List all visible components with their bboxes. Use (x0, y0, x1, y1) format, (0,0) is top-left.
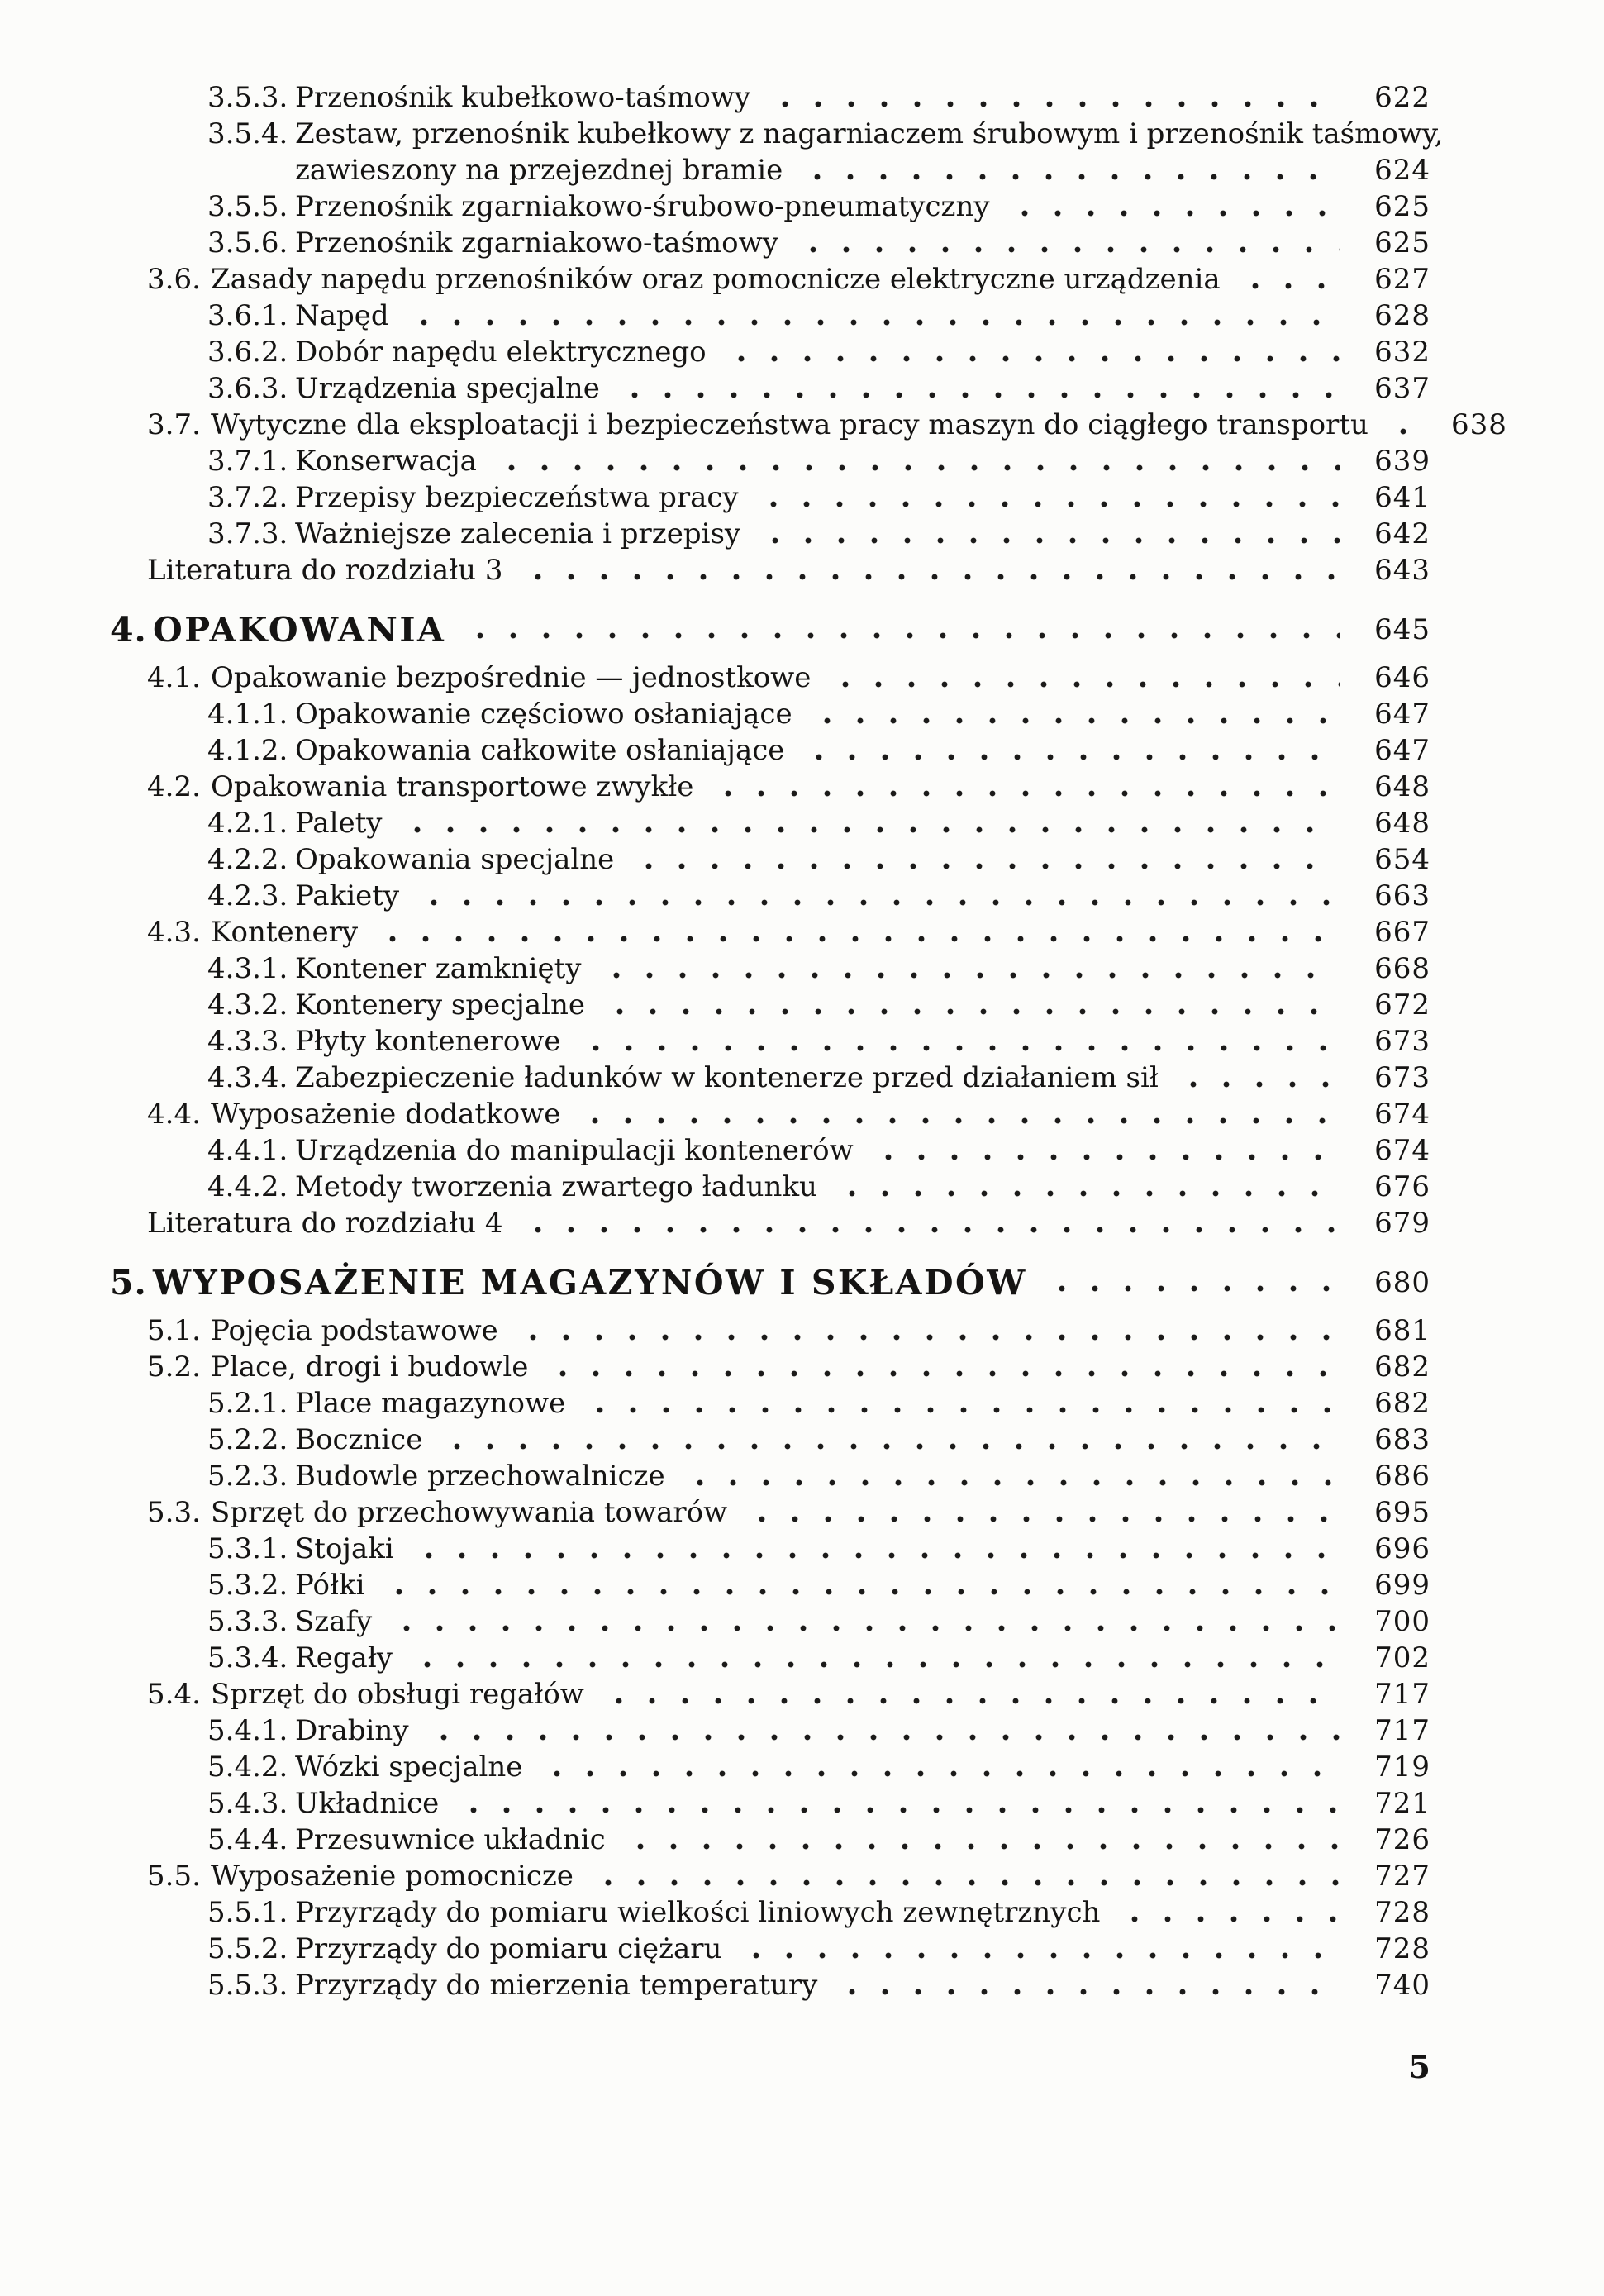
entry-page: 674 (1374, 1098, 1430, 1131)
entry-number: 5.3.2. (207, 1569, 288, 1602)
entry-title: Budowle przechowalnicze (295, 1460, 665, 1493)
entry-page: 702 (1374, 1641, 1430, 1674)
entry-page: 624 (1374, 154, 1430, 187)
entry-title: Kontener zamknięty (295, 952, 582, 985)
toc-entry (110, 225, 1430, 261)
entry-page: 680 (1374, 1266, 1430, 1299)
dot-leader (708, 789, 1340, 798)
entry-page: 642 (1374, 517, 1430, 550)
dot-leader (373, 935, 1340, 943)
entry-title: Przenośnik zgarniakowo-śrubowo-pneumatyczny (295, 190, 990, 223)
entry-title: Przenośnik kubełkowo-taśmowy (295, 81, 751, 114)
entry-number: 4.3. (147, 916, 201, 949)
toc-entry (110, 552, 1430, 588)
entry-title: Napęd (295, 299, 389, 332)
toc-entry (110, 1205, 1430, 1241)
entry-page: 721 (1374, 1787, 1430, 1820)
dot-leader (537, 1770, 1340, 1778)
entry-page: 673 (1374, 1025, 1430, 1058)
toc-entry (110, 914, 1430, 950)
toc-entry (110, 1169, 1430, 1205)
toc-entry (110, 987, 1430, 1023)
toc-entry (110, 1349, 1430, 1385)
toc-entry (110, 443, 1430, 479)
entry-title: OPAKOWANIA (153, 610, 446, 650)
toc-entry (110, 950, 1430, 987)
dot-leader (575, 1117, 1340, 1125)
toc-entry (110, 1422, 1430, 1458)
dot-leader (755, 536, 1340, 545)
dot-leader (793, 245, 1340, 254)
entry-number: 5.5.2. (207, 1932, 288, 1965)
toc-entry (110, 1132, 1430, 1169)
dot-leader (600, 1007, 1340, 1016)
entry-number: 5.3.1. (207, 1532, 288, 1565)
dot-leader (621, 1842, 1340, 1851)
dot-leader (797, 173, 1340, 181)
entry-number: 4.2.2. (207, 843, 288, 876)
entry-number: 5.2.3. (207, 1460, 288, 1493)
entry-number: 3.5.4. (207, 117, 288, 150)
dot-leader (629, 862, 1340, 870)
entry-title: Przenośnik zgarniakowo-taśmowy (295, 226, 778, 260)
entry-number: 3.6. (147, 263, 201, 296)
entry-title: Przesuwnice układnic (295, 1823, 606, 1856)
entry-title: zawieszony na przejezdnej bramie (295, 154, 783, 187)
dot-leader (1005, 209, 1340, 217)
entry-title: WYPOSAŻENIE MAGAZYNÓW I SKŁADÓW (153, 1263, 1027, 1303)
entry-page: 717 (1374, 1714, 1430, 1747)
dot-leader (1173, 1080, 1340, 1088)
dot-leader (826, 680, 1340, 688)
entry-title: Zabezpieczenie ładunków w kontenerze przed działaniem sił (295, 1061, 1159, 1094)
entry-title: Opakowanie częściowo osłaniające (295, 698, 792, 731)
entry-title: Opakowania całkowite osłaniające (295, 734, 785, 767)
entry-page: 728 (1374, 1896, 1430, 1929)
toc-entry (110, 152, 1430, 188)
dot-leader (1042, 1284, 1340, 1293)
entry-page: 679 (1374, 1207, 1430, 1240)
entry-number: 4.3.2. (207, 988, 288, 1022)
table-of-contents (110, 79, 1507, 2003)
entry-page: 683 (1374, 1423, 1430, 1456)
entry-page: 639 (1374, 445, 1430, 478)
entry-page: 646 (1374, 661, 1430, 694)
entry-title: Konserwacja (295, 445, 477, 478)
dot-leader (832, 1988, 1340, 1996)
dot-leader (742, 1515, 1340, 1523)
entry-page: 627 (1374, 263, 1430, 296)
entry-page: 676 (1374, 1170, 1430, 1203)
toc-entry (110, 1640, 1430, 1676)
dot-leader (721, 355, 1340, 363)
entry-title: Place, drogi i budowle (211, 1350, 529, 1384)
entry-title: Literatura do rozdziału 4 (147, 1207, 503, 1240)
dot-leader (518, 573, 1340, 581)
entry-page: 663 (1374, 879, 1430, 912)
dot-leader (807, 717, 1340, 725)
toc-entry (110, 1060, 1430, 1096)
entry-title: Metody tworzenia zwartego ładunku (295, 1170, 817, 1203)
toc-entry (110, 370, 1430, 407)
toc-entry (110, 79, 1430, 116)
entry-title: Przyrządy do mierzenia temperatury (295, 1969, 818, 2002)
toc-entry (110, 1785, 1430, 1822)
toc-entry (110, 261, 1430, 298)
entry-page: 740 (1374, 1969, 1430, 2002)
entry-number: 5.4.3. (207, 1787, 288, 1820)
entry-number: 5.1. (147, 1314, 201, 1347)
entry-title: Opakowania transportowe zwykłe (211, 770, 694, 803)
dot-leader (1383, 427, 1416, 436)
dot-leader (407, 1660, 1340, 1669)
toc-entry (110, 1567, 1430, 1603)
entry-title: Opakowania specjalne (295, 843, 615, 876)
entry-page: 686 (1374, 1460, 1430, 1493)
entry-title: Wózki specjalne (295, 1751, 523, 1784)
entry-page: 728 (1374, 1932, 1430, 1965)
toc-entry (110, 612, 1430, 648)
entry-number: 3.7.2. (207, 481, 288, 514)
dot-leader (513, 1333, 1340, 1341)
entry-title: Sprzęt do obsługi regałów (211, 1678, 584, 1711)
toc-entry (110, 334, 1430, 370)
toc-entry (110, 878, 1430, 914)
entry-number: 3.5.3. (207, 81, 288, 114)
entry-page: 695 (1374, 1496, 1430, 1529)
entry-title: Urządzenia specjalne (295, 372, 600, 405)
dot-leader (379, 1588, 1340, 1596)
toc-entry (110, 479, 1430, 516)
entry-title: Zasady napędu przenośników oraz pomocnicze elektryczne urządzenia (211, 263, 1221, 296)
dot-leader (832, 1189, 1340, 1198)
entry-page: 648 (1374, 770, 1430, 803)
dot-leader (414, 898, 1340, 907)
entry-number: 4.2. (147, 770, 201, 803)
toc-entry (110, 1676, 1430, 1712)
toc-entry (110, 298, 1430, 334)
entry-page: 645 (1374, 613, 1430, 646)
entry-page: 699 (1374, 1569, 1430, 1602)
dot-leader (869, 1153, 1340, 1161)
dot-leader (599, 1697, 1340, 1705)
toc-entry (110, 1931, 1430, 1967)
entry-number: 4.1. (147, 661, 201, 694)
toc-entry (110, 732, 1430, 769)
entry-page: 647 (1374, 734, 1430, 767)
entry-title: Pakiety (295, 879, 400, 912)
toc-entry (110, 1603, 1430, 1640)
entry-page: 647 (1374, 698, 1430, 731)
entry-title: Układnice (295, 1787, 440, 1820)
entry-number: 5. (110, 1263, 147, 1303)
entry-title: Stojaki (295, 1532, 394, 1565)
toc-entry (110, 1712, 1430, 1749)
entry-title: Literatura do rozdziału 3 (147, 554, 503, 587)
dot-leader (1235, 282, 1340, 290)
entry-page: 682 (1374, 1387, 1430, 1420)
entry-number: 3.5.6. (207, 226, 288, 260)
entry-title: Zestaw, przenośnik kubełkowy z nagarniaczem śrubowym i przenośnik taśmowy, (295, 117, 1444, 150)
dot-leader (543, 1370, 1340, 1378)
entry-number: 5.3.4. (207, 1641, 288, 1674)
entry-number: 5.4. (147, 1678, 201, 1711)
toc-entry (110, 1458, 1430, 1494)
entry-title: Kontenery (211, 916, 359, 949)
entry-number: 4.1.1. (207, 698, 288, 731)
toc-entry (110, 1494, 1430, 1531)
entry-number: 4. (110, 610, 147, 650)
toc-entry (110, 1385, 1430, 1422)
dot-leader (799, 753, 1340, 761)
dot-leader (437, 1442, 1340, 1450)
entry-number: 5.4.2. (207, 1751, 288, 1784)
entry-page: 637 (1374, 372, 1430, 405)
entry-number: 5.4.1. (207, 1714, 288, 1747)
dot-leader (754, 500, 1340, 508)
entry-number: 5.2. (147, 1350, 201, 1384)
toc-entry (110, 1312, 1430, 1349)
toc-entry (110, 1749, 1430, 1785)
page-number: 5 (1408, 2048, 1430, 2085)
dot-leader (460, 631, 1340, 640)
entry-page: 622 (1374, 81, 1430, 114)
toc-entry (110, 1096, 1430, 1132)
toc-entry (110, 660, 1430, 696)
dot-leader (492, 464, 1340, 472)
entry-number: 5.3.3. (207, 1605, 288, 1638)
entry-number: 5.5. (147, 1860, 201, 1893)
entry-number: 3.7.1. (207, 445, 288, 478)
dot-leader (409, 1551, 1340, 1560)
toc-entry (110, 1023, 1430, 1060)
entry-title: Kontenery specjalne (295, 988, 586, 1022)
toc-entry (110, 407, 1507, 443)
entry-number: 5.5.3. (207, 1969, 288, 2002)
entry-number: 3.5.5. (207, 190, 288, 223)
entry-number: 5.2.2. (207, 1423, 288, 1456)
entry-number: 4.3.1. (207, 952, 288, 985)
entry-title: Urządzenia do manipulacji kontenerów (295, 1134, 854, 1167)
entry-title: Półki (295, 1569, 365, 1602)
entry-number: 3.6.3. (207, 372, 288, 405)
toc-entry (110, 841, 1430, 878)
entry-number: 3.6.2. (207, 336, 288, 369)
entry-title: Wyposażenie pomocnicze (211, 1860, 574, 1893)
entry-title: Regały (295, 1641, 393, 1674)
entry-page: 632 (1374, 336, 1430, 369)
toc-entry (110, 516, 1430, 552)
entry-title: Wytyczne dla eksploatacji i bezpieczeństwa pracy maszyn do ciągłego transportu (211, 408, 1368, 441)
entry-title: Wyposażenie dodatkowe (211, 1098, 561, 1131)
entry-page: 674 (1374, 1134, 1430, 1167)
dot-leader (588, 1879, 1340, 1887)
entry-page: 648 (1374, 807, 1430, 840)
dot-leader (404, 318, 1340, 326)
entry-page: 668 (1374, 952, 1430, 985)
entry-page: 638 (1451, 408, 1507, 441)
entry-page: 667 (1374, 916, 1430, 949)
dot-leader (518, 1226, 1340, 1234)
entry-number: 5.4.4. (207, 1823, 288, 1856)
entry-number: 3.7. (147, 408, 201, 441)
entry-title: Szafy (295, 1605, 373, 1638)
entry-title: Płyty kontenerowe (295, 1025, 561, 1058)
entry-page: 672 (1374, 988, 1430, 1022)
entry-page: 641 (1374, 481, 1430, 514)
entry-page: 625 (1374, 226, 1430, 260)
toc-entry (110, 696, 1430, 732)
entry-title: Pojęcia podstawowe (211, 1314, 498, 1347)
entry-title: Palety (295, 807, 383, 840)
entry-number: 4.3.3. (207, 1025, 288, 1058)
toc-entry (110, 1822, 1430, 1858)
toc-entry (110, 1967, 1430, 2003)
entry-page: 696 (1374, 1532, 1430, 1565)
entry-title: Przepisy bezpieczeństwa pracy (295, 481, 739, 514)
entry-page: 628 (1374, 299, 1430, 332)
entry-number: 4.2.1. (207, 807, 288, 840)
dot-leader (680, 1479, 1340, 1487)
dot-leader (615, 391, 1340, 399)
dot-leader (454, 1806, 1340, 1814)
entry-page: 654 (1374, 843, 1430, 876)
toc-entry (110, 805, 1430, 841)
dot-leader (765, 100, 1340, 108)
entry-title: Drabiny (295, 1714, 409, 1747)
entry-page: 673 (1374, 1061, 1430, 1094)
entry-page: 719 (1374, 1751, 1430, 1784)
entry-page: 681 (1374, 1314, 1430, 1347)
dot-leader (576, 1044, 1340, 1052)
entry-title: Dobór napędu elektrycznego (295, 336, 707, 369)
entry-page: 682 (1374, 1350, 1430, 1384)
entry-title: Bocznice (295, 1423, 423, 1456)
dot-leader (580, 1406, 1340, 1414)
entry-number: 4.4. (147, 1098, 201, 1131)
toc-entry (110, 188, 1430, 225)
toc-entry (110, 1531, 1430, 1567)
entry-number: 5.2.1. (207, 1387, 288, 1420)
dot-leader (736, 1951, 1340, 1960)
toc-entry (110, 1858, 1430, 1894)
entry-title: Place magazynowe (295, 1387, 566, 1420)
entry-number: 5.5.1. (207, 1896, 288, 1929)
entry-number: 5.3. (147, 1496, 201, 1529)
entry-number: 4.3.4. (207, 1061, 288, 1094)
entry-title: Ważniejsze zalecenia i przepisy (295, 517, 741, 550)
entry-page: 727 (1374, 1860, 1430, 1893)
entry-page: 726 (1374, 1823, 1430, 1856)
toc-entry (110, 116, 1444, 152)
dot-leader (387, 1624, 1340, 1632)
entry-page: 700 (1374, 1605, 1430, 1638)
entry-page: 643 (1374, 554, 1430, 587)
dot-leader (424, 1733, 1340, 1741)
entry-title: Sprzęt do przechowywania towarów (211, 1496, 728, 1529)
entry-title: Opakowanie bezpośrednie — jednostkowe (211, 661, 812, 694)
entry-page: 717 (1374, 1678, 1430, 1711)
entry-number: 4.4.1. (207, 1134, 288, 1167)
dot-leader (397, 826, 1340, 834)
entry-number: 4.4.2. (207, 1170, 288, 1203)
entry-number: 4.1.2. (207, 734, 288, 767)
entry-title: Przyrządy do pomiaru wielkości liniowych zewnętrznych (295, 1896, 1101, 1929)
entry-page: 625 (1374, 190, 1430, 223)
entry-number: 3.7.3. (207, 517, 288, 550)
dot-leader (1115, 1915, 1340, 1923)
entry-number: 4.2.3. (207, 879, 288, 912)
toc-entry (110, 769, 1430, 805)
dot-leader (597, 971, 1340, 979)
toc-entry (110, 1265, 1430, 1301)
toc-entry (110, 1894, 1430, 1931)
entry-number: 3.6.1. (207, 299, 288, 332)
entry-title: Przyrządy do pomiaru ciężaru (295, 1932, 722, 1965)
